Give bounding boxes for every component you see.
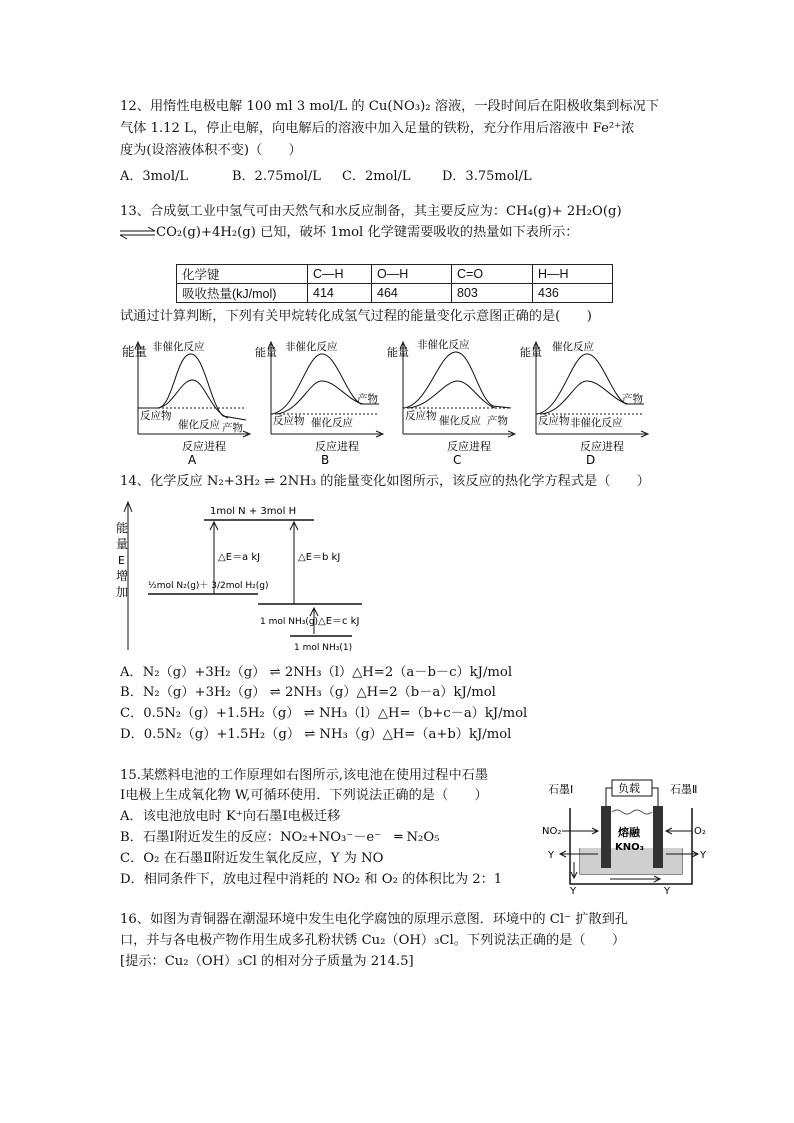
table-cell: C—H [308,265,372,284]
load-label: 负载 [618,782,640,795]
graph-d-energy-label: 能量 [520,346,542,359]
kno3-label: KNO₃ [615,842,644,853]
level-mid-label: ½mol N₂(g)＋ 3/2mol H₂(g) [148,581,269,591]
table-cell: C=O [452,265,533,284]
graph-c-product-label: 产物 [487,415,508,427]
graph-c-cat-label: 催化反应 [439,415,481,427]
table-cell: 吸收热量(kJ/mol) [177,284,308,303]
q14-option-c: C．0.5N₂（g）+1.5H₂（g） ⇌ NH₃（l）△H=（b+c－a）kJ/mol [120,706,528,721]
graph-c-noncat-label: 非催化反应 [417,339,470,351]
table-cell: 414 [308,284,372,303]
delta-e-b-label: △E＝b kJ [298,552,341,563]
energy-graphs [118,336,658,466]
equilibrium-arrow-icon [119,226,157,240]
y-label-right: Y [700,850,707,861]
graph-c [387,338,515,467]
electrode-1 [601,806,611,868]
q15-option-a: A．该电池放电时 K⁺向石墨Ⅰ电极迁移 [120,809,341,824]
table-cell: 化学键 [177,265,308,284]
level-nh3l-label: 1 mol NH₃(1) [294,643,353,653]
graph-b-product-label: 产物 [357,393,378,405]
no2-label: NO₂ [542,826,562,837]
graph-a [122,340,250,467]
graph-c-letter: C [453,453,462,467]
table-cell: O—H [372,265,452,284]
level-nh3g-label: 1 mol NH₃(g) [260,617,319,627]
graph-a-noncat-label: 非催化反应 [152,341,205,353]
graph-a-letter: A [188,453,197,467]
q12-option-a: A．3mol/L [120,169,188,184]
q15-option-c: C．O₂ 在石墨Ⅱ附近发生氧化反应，Y 为 NO [120,851,384,866]
q13-line1: 13、合成氨工业中氢气可由天然气和水反应制备，其主要反应为：CH₄(g)+ 2H₂O(g) [120,204,622,219]
q12-line2: 气体 1.12 L，停止电解，向电解后的溶液中加入足量的铁粉，充分作用后溶液中 Fe²⁺浓 [120,121,635,136]
graph-b-reactant-label: 反应物 [273,415,305,427]
graph-a-product-label: 产物 [222,422,243,434]
graph-a-energy-label: 能量 [122,344,148,359]
y-label-bottom-right: Y [664,886,671,897]
axis-char: 增 [116,569,129,583]
q15-option-b: B．石墨Ⅰ附近发生的反应：NO₂+NO₃⁻－e⁻ ═ N₂O₅ [120,830,440,845]
graph-c-progress-label: 反应进程 [447,440,491,453]
q16-line1: 16、如图为青铜器在潮湿环境中发生电化学腐蚀的原理示意图．环境中的 Cl⁻ 扩散到孔 [120,912,628,927]
q12-option-b: B．2.75mol/L [232,169,321,184]
q15-line2: Ⅰ电极上生成氧化物 W,可循环使用．下列说法正确的是（ ） [120,788,488,803]
graph-a-progress-label: 反应进程 [182,440,226,453]
fuel-cell-figure [540,778,715,896]
delta-e-a-label: △E＝a kJ [218,552,261,563]
molten-label: 熔融 [618,826,640,839]
graph-d-noncat-label: 非催化反应 [570,417,623,429]
graph-b-progress-label: 反应进程 [315,440,359,453]
graph-b-cat-label: 催化反应 [311,417,353,429]
table-cell: H—H [533,265,613,284]
graph-a-cat-label: 催化反应 [178,419,220,431]
q13-line2: CO₂(g)+4H₂(g) 已知，破坏 1mol 化学键需要吸收的热量如下表所示： [156,225,579,240]
y-label-bottom-left: Y [570,886,577,897]
table-header-row [177,265,613,284]
table-row [177,284,613,303]
graph-c-energy-label: 能量 [387,346,409,359]
graph-b-energy-label: 能量 [255,346,277,359]
axis-char: 能 [116,521,129,535]
q12-options [120,165,532,184]
q12-option-c: C．2mol/L [342,169,411,184]
electrode-1-label: 石墨Ⅰ [548,783,574,796]
electrode-2 [653,806,663,868]
electrode-2-label: 石墨Ⅱ [670,783,698,796]
q14-option-a: A．N₂（g）+3H₂（g） ⇌ 2NH₃（l）△H=2（a－b－c）kJ/mol [120,665,513,680]
q14-line1: 14、化学反应 N₂+3H₂ ⇌ 2NH₃ 的能量变化如图所示，该反应的热化学方程式是（ ） [120,474,650,489]
graph-a-reactant-label: 反应物 [140,410,172,422]
q15-line1: 15.某燃料电池的工作原理如右图所示,该电池在使用过程中石墨 [120,768,489,783]
graph-d-reactant-label: 反应物 [538,415,570,427]
graph-d [520,340,648,467]
axis-char: E [118,554,125,567]
y-label-left: Y [548,850,555,861]
q16-line3: [提示：Cu₂（OH）₃Cl 的相对分子质量为 214.5] [120,954,414,969]
o2-label: O₂ [694,826,706,837]
q16-line2: 口，并与各电极产物作用生成多孔粉状锈 Cu₂（OH）₃Cl。下列说法正确的是（ ） [120,933,626,948]
axis-char: 量 [116,537,129,551]
delta-e-c-label: △E＝c kJ [318,616,360,627]
axis-char: 加 [116,585,129,599]
graph-c-reactant-label: 反应物 [405,410,437,422]
q12-line3: 度为(设溶液体积不变)（ ） [120,143,302,158]
graph-b-noncat-label: 非催化反应 [285,341,338,353]
q14-option-b: B．N₂（g）+3H₂（g） ⇌ 2NH₃（g）△H=2（b－a）kJ/mol [120,685,496,700]
graph-d-product-label: 产物 [622,393,643,405]
graph-d-progress-label: 反应进程 [580,440,624,453]
graph-b-letter: B [321,453,330,467]
q12-option-d: D．3.75mol/L [442,169,532,184]
graph-d-letter: D [586,453,596,467]
table-cell: 464 [372,284,452,303]
q13-question: 试通过计算判断，下列有关甲烷转化成氢气过程的能量变化示意图正确的是( ) [120,309,592,324]
bond-energy-table [176,264,613,303]
level-top-label: 1mol N + 3mol H [210,506,297,517]
q14-option-d: D．0.5N₂（g）+1.5H₂（g） ⇌ NH₃（g）△H=（a+b）kJ/mol [120,727,512,742]
q15-option-d: D．相同条件下，放电过程中消耗的 NO₂ 和 O₂ 的体积比为 2：1 [120,872,503,887]
q12-line1: 12、用惰性电极电解 100 ml 3 mol/L 的 Cu(NO₃)₂ 溶液，一段时间后在阳极收集到标况下 [120,99,659,114]
q14-energy-level-diagram [118,498,378,656]
graph-d-cat-label: 催化反应 [552,341,594,353]
table-cell: 436 [533,284,613,303]
graph-b [255,340,383,467]
table-cell: 803 [452,284,533,303]
